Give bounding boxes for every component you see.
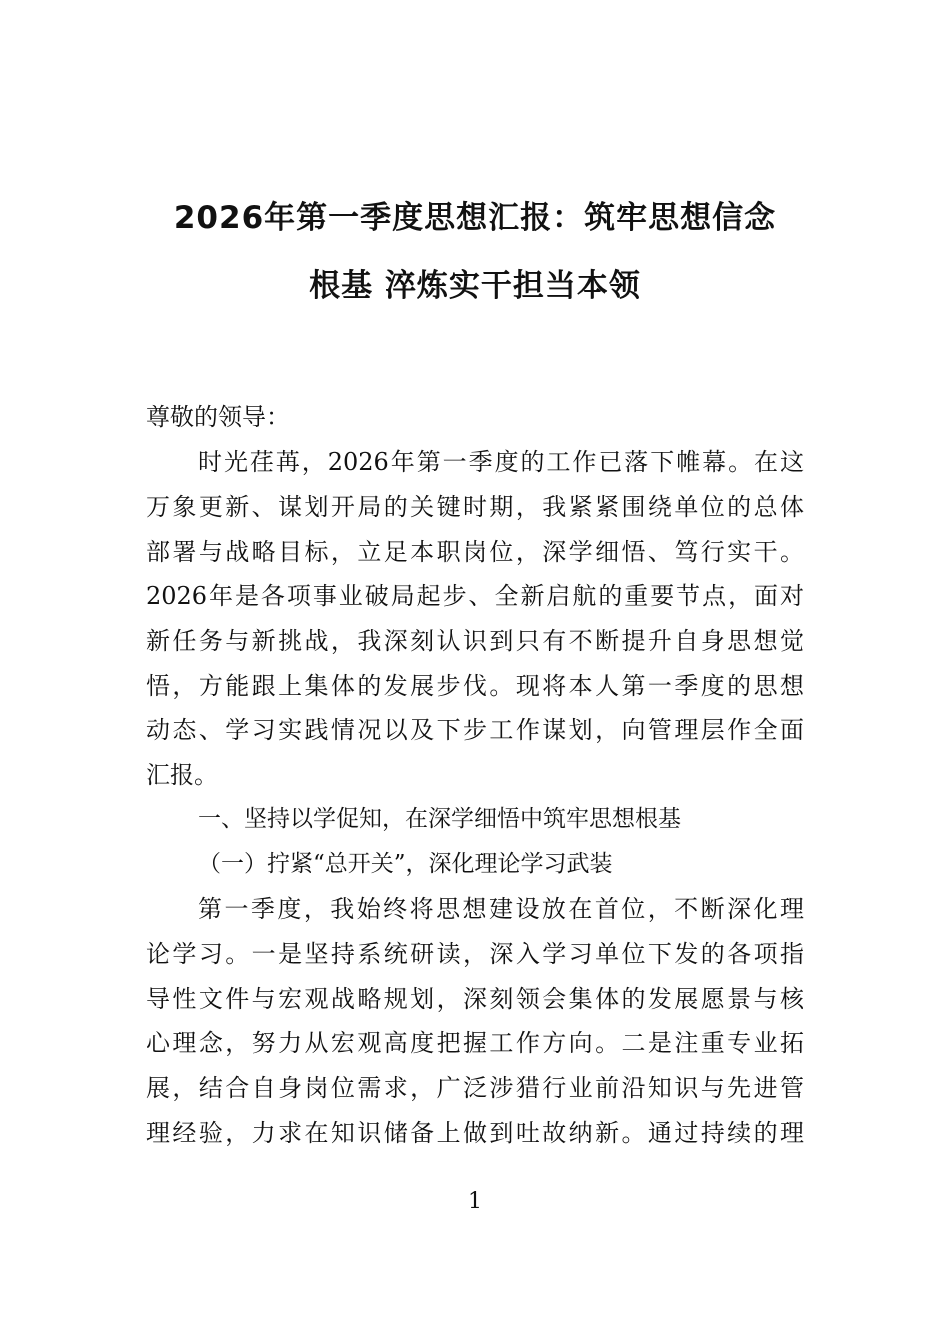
intro-line: 2026年是各项事业破局起步、全新启航的重要节点，面对 <box>146 582 804 610</box>
intro-line: 部署与战略目标，立足本职岗位，深学细悟、笃行实干。 <box>146 538 804 566</box>
section-paragraph-line: 导性文件与宏观战略规划，深刻领会集体的发展愿景与核 <box>146 985 804 1013</box>
page-number: 1 <box>468 1189 482 1214</box>
intro-line: 新任务与新挑战，我深刻认识到只有不断提升自身思想觉 <box>146 627 804 655</box>
intro-line: 汇报。 <box>146 761 218 789</box>
document-title-line-1: 2026年第一季度思想汇报：筑牢思想信念 <box>173 200 777 236</box>
section-paragraph-line: 理经验，力求在知识储备上做到吐故纳新。通过持续的理 <box>146 1119 804 1147</box>
intro-line: 时光荏苒，2026年第一季度的工作已落下帷幕。在这 <box>198 448 804 476</box>
section-heading: 一、坚持以学促知，在深学细悟中筑牢思想根基 <box>198 806 681 832</box>
section-paragraph-line: 论学习。一是坚持系统研读，深入学习单位下发的各项指 <box>146 940 804 968</box>
section-paragraph-line: 展，结合自身岗位需求，广泛涉猎行业前沿知识与先进管 <box>146 1074 804 1102</box>
subsection-heading: （一）拧紧“总开关”，深化理论学习武装 <box>198 851 613 877</box>
intro-line: 动态、学习实践情况以及下步工作谋划，向管理层作全面 <box>146 716 804 744</box>
intro-line: 悟，方能跟上集体的发展步伐。现将本人第一季度的思想 <box>146 672 804 700</box>
section-paragraph-line: 心理念，努力从宏观高度把握工作方向。二是注重专业拓 <box>146 1029 804 1057</box>
section-paragraph-line: 第一季度，我始终将思想建设放在首位，不断深化理 <box>198 895 804 923</box>
salutation: 尊敬的领导： <box>146 403 290 431</box>
intro-line: 万象更新、谋划开局的关键时期，我紧紧围绕单位的总体 <box>146 493 804 521</box>
document-title-line-2: 根基 淬炼实干担当本领 <box>309 268 641 304</box>
